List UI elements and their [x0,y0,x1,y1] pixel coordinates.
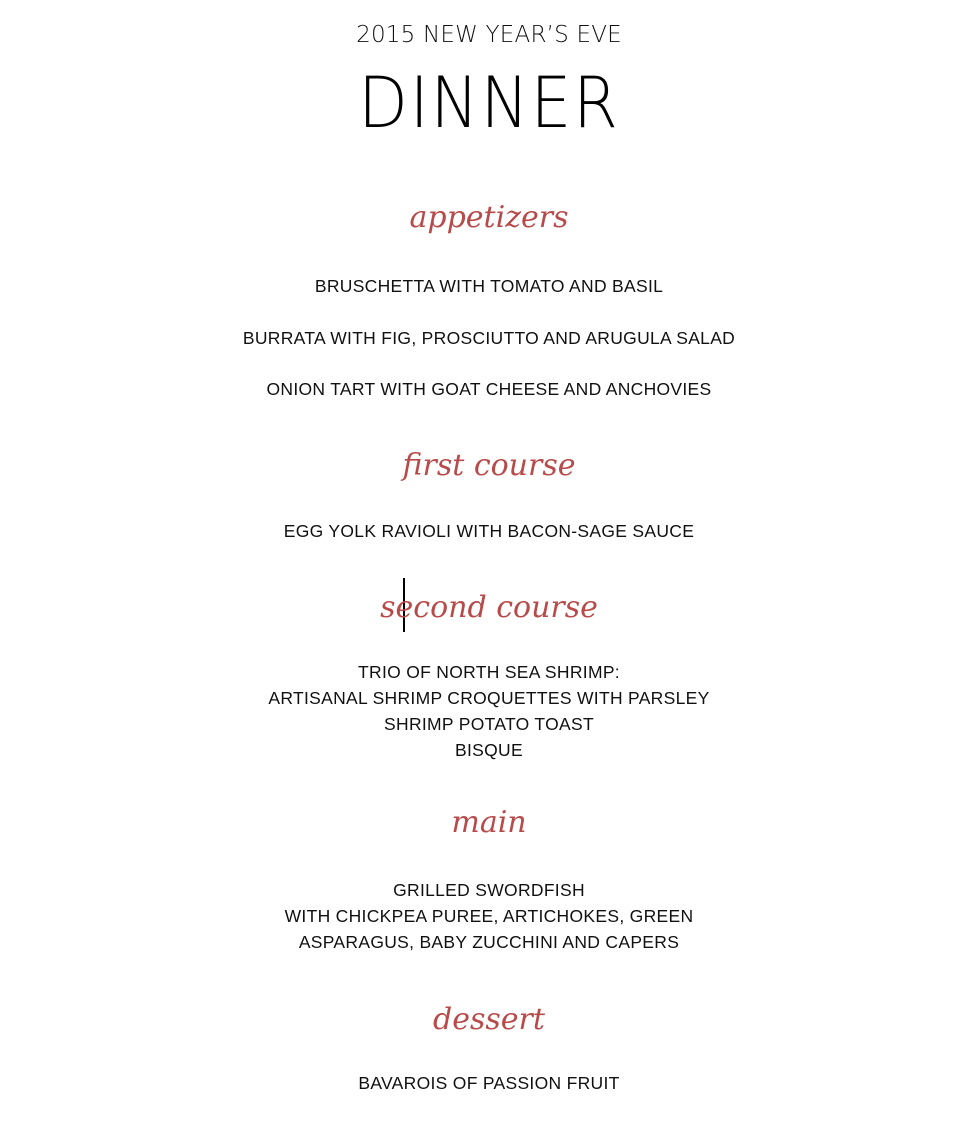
menu-item-line: ARTISANAL SHRIMP CROQUETTES WITH PARSLEY [268,688,710,708]
menu-item-line: WITH CHICKPEA PUREE, ARTICHOKES, GREEN [284,906,694,926]
menu-item-line: ASPARAGUS, BABY ZUCCHINI AND CAPERS [298,932,680,952]
section-heading-dessert: dessert [433,1002,545,1037]
section-heading-appetizers: appetizers [409,200,569,235]
menu-item: EGG YOLK RAVIOLI WITH BACON-SAGE SAUCE [283,521,695,541]
section-heading-main: main [451,805,527,840]
menu-item-line: TRIO OF NORTH SEA SHRIMP: [358,662,620,682]
section-heading-first-course: first course [402,448,576,483]
section-heading-second-course: second course [380,590,598,625]
menu-item: BAVAROIS OF PASSION FRUIT [358,1073,620,1093]
menu-item-line: GRILLED SWORDFISH [393,880,585,900]
menu-item: BRUSCHETTA WITH TOMATO AND BASIL [314,276,664,296]
menu-item: ONION TART WITH GOAT CHEESE AND ANCHOVIES [266,379,712,399]
menu-subtitle: 2015 NEW YEAR’S EVE [356,22,622,48]
menu-item: BURRATA WITH FIG, PROSCIUTTO AND ARUGULA SALAD [242,328,736,348]
menu-title: DINNER [358,62,620,144]
menu-item-line: SHRIMP POTATO TOAST [384,714,594,734]
menu-item-line: BISQUE [455,740,523,760]
